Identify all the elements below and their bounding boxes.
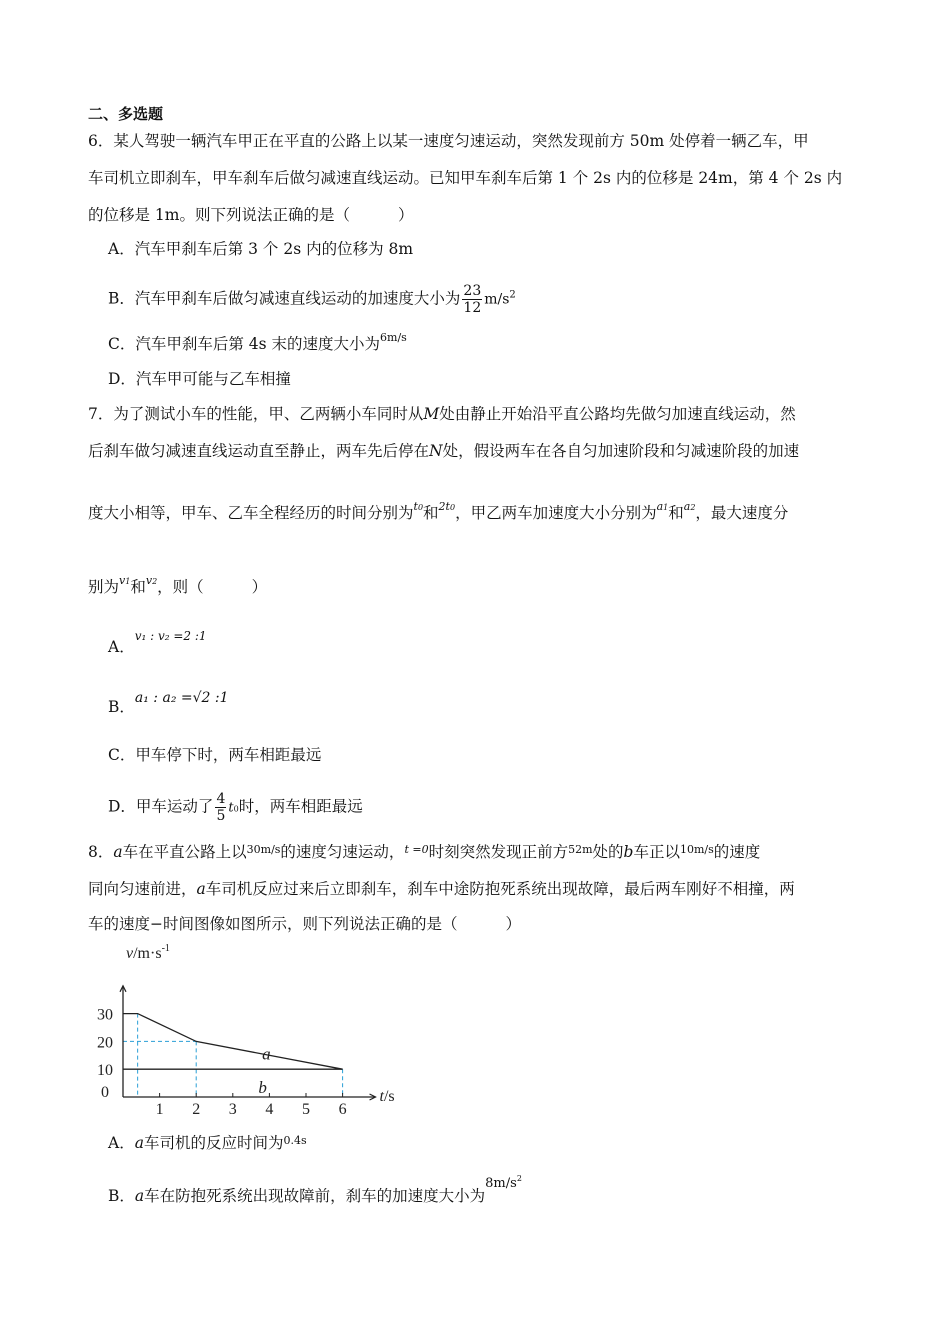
x-tick-label: 1 <box>155 1101 164 1118</box>
y-tick-label: 30 <box>97 1006 113 1024</box>
var-v: v <box>145 574 153 587</box>
q8-speed-30: 30m/s <box>246 843 281 856</box>
q7-point-n: N <box>429 442 443 460</box>
q7-option-c: C．甲车停下时，两车相距最远 <box>108 746 322 764</box>
q6-option-b-fraction <box>462 283 482 316</box>
q8-number: 8． <box>88 843 114 861</box>
q8-line-3 <box>88 914 521 934</box>
fraction-denominator: 5 <box>216 808 226 824</box>
q8-line-2 <box>88 879 795 899</box>
q7-v2 <box>146 574 157 587</box>
q8-t-zero: t =0 <box>404 843 429 856</box>
q6-option-b-unit: m/s <box>484 291 510 308</box>
chart-axes <box>120 986 376 1100</box>
q8-text: 处的 <box>592 843 624 861</box>
series-label-b: b <box>258 1077 267 1097</box>
q8-option-a-text: 车司机的反应时间为 <box>143 1134 284 1152</box>
q7-l1-text: 7．为了测试小车的性能，甲、乙两辆小车同时从 <box>88 405 424 423</box>
q6-option-b-exp: 2 <box>509 289 516 301</box>
q7-a2 <box>684 500 696 513</box>
q7-line-1 <box>88 404 796 424</box>
q7-option-a-expr: v₁ : v₂ =2 :1 <box>134 629 207 643</box>
q8-text: 车在平直公路上以 <box>122 843 247 861</box>
x-tick-label: 3 <box>228 1101 237 1118</box>
q8-text: 车正以 <box>633 843 680 861</box>
q6-line-2: 车司机立即刹车，甲车刹车后做匀减速直线运动。已知甲车刹车后第 1 个 2s 内的位移是 24m，第 4 个 2s 内 <box>88 169 843 187</box>
q7-and-3: 和 <box>130 578 146 596</box>
fraction-denominator: 12 <box>463 300 482 316</box>
q7-line-3 <box>88 500 789 526</box>
q7-option-d-text: D．甲车运动了 <box>108 797 214 816</box>
q7-point-m: M <box>423 405 440 423</box>
q6-line-3 <box>88 205 414 225</box>
y-axis-label: $v/m\cdot s^{-1}$ <box>126 943 170 962</box>
var-v: v <box>119 574 126 587</box>
q7-paren-close: ） <box>251 578 268 596</box>
q8-option-b-value: 8m/s <box>485 1176 517 1192</box>
q8-speed-10: 10m/s <box>680 843 714 856</box>
var-sub: 1 <box>663 503 669 512</box>
q8-option-a <box>108 1133 307 1155</box>
chart-labels <box>97 943 395 1118</box>
var-sub: 2 <box>690 503 696 512</box>
q7-option-a <box>108 629 207 658</box>
x-tick-label: 4 <box>265 1101 274 1118</box>
q7-l3-text: 度大小相等，甲车、乙车全程经历的时间分别为 <box>88 504 414 522</box>
var-b: b <box>623 843 634 861</box>
q6-option-b-text: B．汽车甲刹车后做匀减速直线运动的加速度大小为 <box>108 289 461 308</box>
q8-option-a-value: 0.4s <box>283 1134 307 1147</box>
q7-l2-text-end: 处，假设两车在各自匀加速阶段和匀减速阶段的加速 <box>442 442 800 460</box>
series-label-a: a <box>262 1044 271 1064</box>
var-t: t <box>413 500 418 513</box>
q6-option-c-value: 6m/s <box>380 331 407 344</box>
q8-option-b <box>108 1174 522 1208</box>
q8-option-b-exp: 2 <box>516 1174 522 1183</box>
q7-v1 <box>119 574 130 587</box>
chart-guides <box>123 1014 343 1097</box>
velocity-time-chart <box>80 940 400 1120</box>
q6-paren-close: ） <box>398 206 414 224</box>
q7-a1 <box>657 500 669 513</box>
q7-option-b-label: B． <box>108 698 135 716</box>
q7-and-1: 和 <box>423 504 439 522</box>
q6-option-a: A．汽车甲刹车后第 3 个 2s 内的位移为 8m <box>108 240 414 258</box>
q8-text: 同向匀速前进， <box>88 880 197 898</box>
section-title: 二、多选题 <box>88 105 164 123</box>
q8-text: 的速度匀速运动， <box>280 843 405 861</box>
var-2t: 2t <box>438 500 450 513</box>
q8-option-b-label: B． <box>108 1187 135 1206</box>
q7-and-2: 和 <box>668 504 684 522</box>
var-a: a <box>134 1187 145 1206</box>
q7-option-d <box>108 791 363 824</box>
q8-paren-close: ） <box>505 915 522 933</box>
q7-t0 <box>414 500 424 513</box>
q6-option-d: D．汽车甲可能与乙车相撞 <box>108 370 291 388</box>
q7-line-4 <box>88 574 268 600</box>
q6-line-1: 6．某人驾驶一辆汽车甲正在平直的公路上以某一速度匀速运动，突然发现前方 50m 处停着一辆乙车，甲 <box>88 132 809 150</box>
x-tick-label: 5 <box>302 1101 310 1118</box>
x-axis-label: t/s <box>379 1088 395 1105</box>
fraction-numerator: 4 <box>216 791 226 807</box>
var-sub: 1 <box>125 577 131 586</box>
var-a: a <box>196 880 206 898</box>
var-t: t <box>228 800 234 816</box>
q8-option-a-label: A． <box>108 1134 135 1152</box>
q8-distance-52: 52m <box>568 843 593 856</box>
q7-option-b-expr: a₁ : a₂ =√2 :1 <box>134 690 229 706</box>
var-a: a <box>134 1134 144 1152</box>
y-tick-label: 20 <box>97 1034 113 1052</box>
q6-option-c-text: C．汽车甲刹车后第 4s 末的速度大小为 <box>108 335 381 353</box>
var-a: a <box>683 500 691 513</box>
q8-text: 的速度 <box>713 843 761 861</box>
y-tick-label: 10 <box>97 1062 113 1080</box>
q7-option-b <box>108 690 229 718</box>
q6-option-b <box>108 283 516 316</box>
q7-option-d-text-end: 时，两车相距最远 <box>238 797 363 816</box>
q6-option-c <box>108 331 407 356</box>
x-tick-label: 2 <box>192 1101 201 1118</box>
q7-option-a-label: A． <box>108 638 135 656</box>
var-sub: 2 <box>152 577 158 586</box>
var-a: a <box>113 843 123 861</box>
q6-stem-end: 的位移是 1m。则下列说法正确的是（ <box>88 206 350 224</box>
x-tick-label: 6 <box>338 1101 347 1118</box>
q7-l3-text-mid: ，甲乙两车加速度大小分别为 <box>455 504 657 522</box>
q7-l4-text: 别为 <box>88 578 120 596</box>
var-a: a <box>656 500 664 513</box>
chart-series <box>123 1014 343 1070</box>
var-sub: 0 <box>233 804 239 814</box>
q7-l3-text-end: ，最大速度分 <box>695 504 789 522</box>
q7-line-2 <box>88 441 799 461</box>
q7-l2-text: 后刹车做匀减速直线运动直至静止，两车先后停在 <box>88 442 430 460</box>
q8-stem-end: 车的速度−时间图像如图所示，则下列说法正确的是（ <box>88 915 458 933</box>
var-sub: 0 <box>449 503 456 512</box>
y-tick-label: 0 <box>101 1084 109 1101</box>
q7-option-d-fraction <box>215 791 226 824</box>
q8-text: 车司机反应过来后立即刹车，刹车中途防抱死系统出现故障，最后两车刚好不相撞，两 <box>205 880 795 898</box>
series-line-a <box>123 1014 343 1070</box>
var-sub: 0 <box>417 503 424 512</box>
q7-l1-text-end: 处由静止开始沿平直公路均先做匀加速直线运动，然 <box>439 405 796 423</box>
q8-text: 时刻突然发现正前方 <box>428 843 569 861</box>
q8-option-b-text: 车在防抱死系统出现故障前，刹车的加速度大小为 <box>144 1187 486 1206</box>
q8-line-1 <box>88 842 760 864</box>
q7-l4-text-end: ，则（ <box>157 578 204 596</box>
q7-2t0 <box>439 500 456 513</box>
fraction-numerator: 23 <box>463 283 482 299</box>
